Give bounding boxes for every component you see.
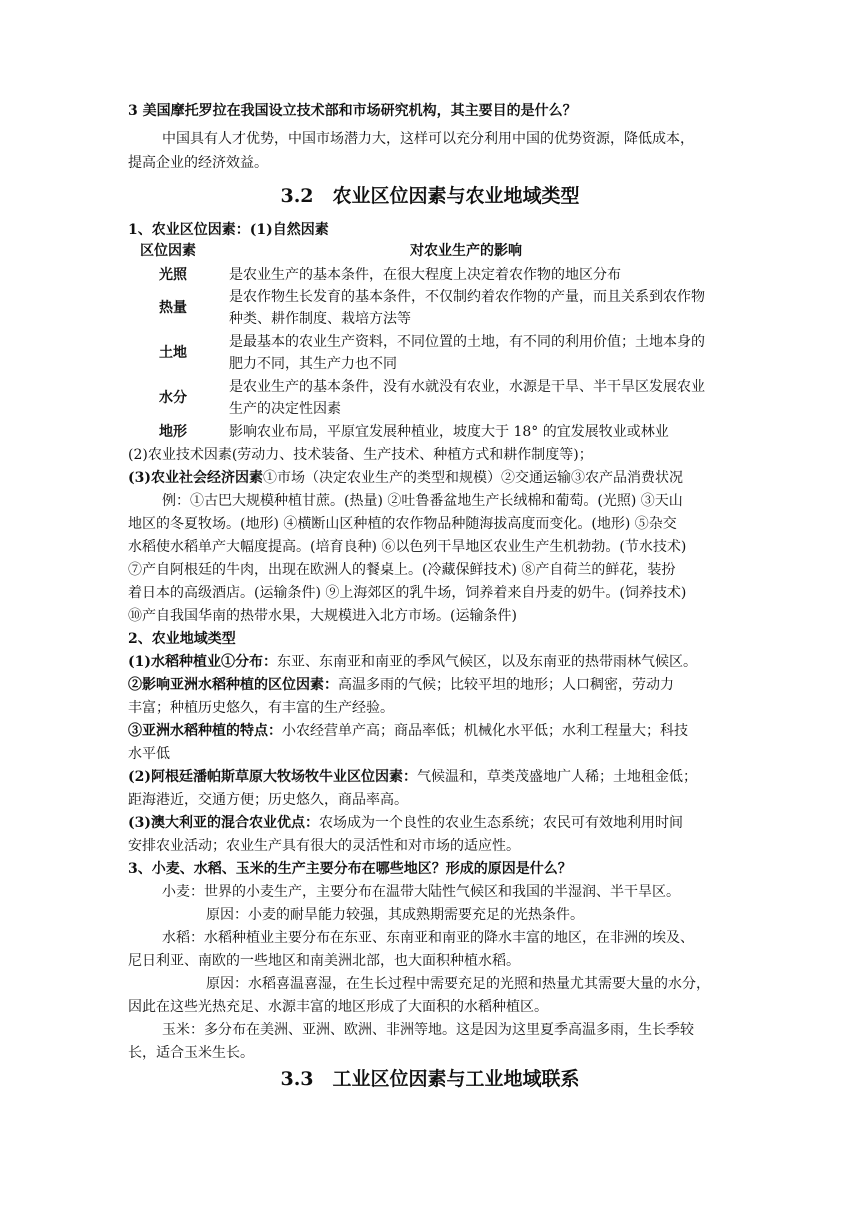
rice-reason-b: 因此在这些光热充足、水源丰富的地区形成了大面积的水稻种植区。 [128,999,548,1015]
rice-factors: ②影响亚洲水稻种植的区位因素：高温多雨的气候；比较平坦的地形；人口稠密，劳动力 [128,677,674,693]
table-header-impact: 对农业生产的影响 [410,243,522,259]
example-line-2: 地区的冬夏牧场。(地形) ④横断山区种植的农作物品种随海拔高度而变化。(地形) ⑤杂交 [128,516,677,532]
answer-line-2: 提高企业的经济效益。 [128,155,268,171]
impact-light: 是农业生产的基本条件，在很大程度上决定着农作物的地区分布 [229,267,621,283]
australia-advantages-cont: 安排农业活动；农业生产具有很大的灵活性和对市场的适应性。 [128,838,520,854]
rice-factors-cont: 丰富；种植历史悠久，有丰富的生产经验。 [128,700,394,716]
impact-terrain: 影响农业布局，平原宜发展种植业，坡度大于 18° 的宜发展牧业或林业 [229,424,669,440]
table-header-factor: 区位因素 [140,243,196,259]
subheading-location-factors: 1、农业区位因素：(1)自然因素 [128,222,329,238]
question-3: 3 美国摩托罗拉在我国设立技术部和市场研究机构，其主要目的是什么？ [128,103,577,119]
example-line-3: 水稻使水稻单产大幅度提高。(培育良种) ⑥以色列干旱地区农业生产生机勃勃。(节水技术) [128,539,687,555]
section-3-3-title: 3.3 工业区位因素与工业地域联系 [280,1068,580,1090]
answer-line-1: 中国具有人才优势，中国市场潜力大，这样可以充分利用中国的优势资源，降低成本， [162,131,694,147]
impact-heat-line1: 是农作物生长发育的基本条件，不仅制约着农作物的产量，而且关系到农作物 [229,289,705,305]
australia-advantages: (3)澳大利亚的混合农业优点：农场成为一个良性的农业生态系统；农民可有效地利用时间 [128,815,683,831]
wheat-reason: 原因：小麦的耐旱能力较强，其成熟期需要充足的光热条件。 [206,907,584,923]
impact-land-line2: 肥力不同，其生产力也不同 [229,356,397,372]
socioeconomic-factors: (3)农业社会经济因素①市场（决定农业生产的类型和规模）②交通运输③农产品消费状况 [128,470,683,486]
factor-terrain: 地形 [159,424,187,440]
rice-features-cont: 水平低 [128,746,170,762]
factor-light: 光照 [159,267,187,283]
section-3-2-title: 3.2 农业区位因素与农业地域类型 [280,185,580,207]
rice-distribution: (1)水稻种植业①分布：东亚、东南亚和南亚的季风气候区，以及东南亚的热带雨林气候区。 [128,654,697,670]
rice-distribution-b: 尼日利亚、南欧的一些地区和南美洲北部，也大面积种植水稻。 [128,953,520,969]
corn-distribution-b: 长，适合玉米生长。 [128,1045,254,1061]
subheading-agri-types: 2、农业地域类型 [128,631,236,647]
argentina-factors: (2)阿根廷潘帕斯草原大牧场牧牛业区位因素：气候温和，草类茂盛地广人稀；土地租金低； [128,769,697,785]
impact-water-line2: 生产的决定性因素 [229,401,341,417]
rice-reason-a: 原因：水稻喜温喜湿，在生长过程中需要充足的光照和热量尤其需要大量的水分， [206,976,710,992]
impact-heat-line2: 种类、耕作制度、栽培方法等 [229,311,411,327]
impact-water-line1: 是农业生产的基本条件，没有水就没有农业，水源是干旱、半干旱区发展农业 [229,379,705,395]
factor-heat: 热量 [159,300,187,316]
rice-distribution-a: 水稻：水稻种植业主要分布在东亚、东南亚和南亚的降水丰富的地区，在非洲的埃及、 [162,930,694,946]
wheat-distribution: 小麦：世界的小麦生产，主要分布在温带大陆性气候区和我国的半湿润、半干旱区。 [162,884,680,900]
corn-distribution-a: 玉米：多分布在美洲、亚洲、欧洲、非洲等地。这是因为这里夏季高温多雨，生长季较 [162,1022,694,1038]
factor-land: 土地 [159,345,187,361]
example-line-6: ⑩产自我国华南的热带水果，大规模进入北方市场。(运输条件) [128,608,517,624]
example-line-1: 例：①古巴大规模种植甘蔗。(热量) ②吐鲁番盆地生产长绒棉和葡萄。(光照) ③天山 [162,493,683,509]
rice-features: ③亚洲水稻种植的特点：小农经营单产高；商品率低；机械化水平低；水利工程量大；科技 [128,723,688,739]
technical-factors: (2)农业技术因素(劳动力、技术装备、生产技术、种植方式和耕作制度等)； [128,447,593,463]
question-crops: 3、小麦、水稻、玉米的生产主要分布在哪些地区？形成的原因是什么？ [128,861,572,877]
example-line-4: ⑦产自阿根廷的牛肉，出现在欧洲人的餐桌上。(冷藏保鲜技术) ⑧产自荷兰的鲜花，装扮 [128,562,676,578]
impact-land-line1: 是最基本的农业生产资料，不同位置的土地，有不同的利用价值；土地本身的 [229,334,705,350]
example-line-5: 着日本的高级酒店。(运输条件) ⑨上海郊区的乳牛场，饲养着来自丹麦的奶牛。(饲养技术) [128,585,687,601]
factor-water: 水分 [159,390,187,406]
argentina-factors-cont: 距海港近，交通方便；历史悠久，商品率高。 [128,792,408,808]
